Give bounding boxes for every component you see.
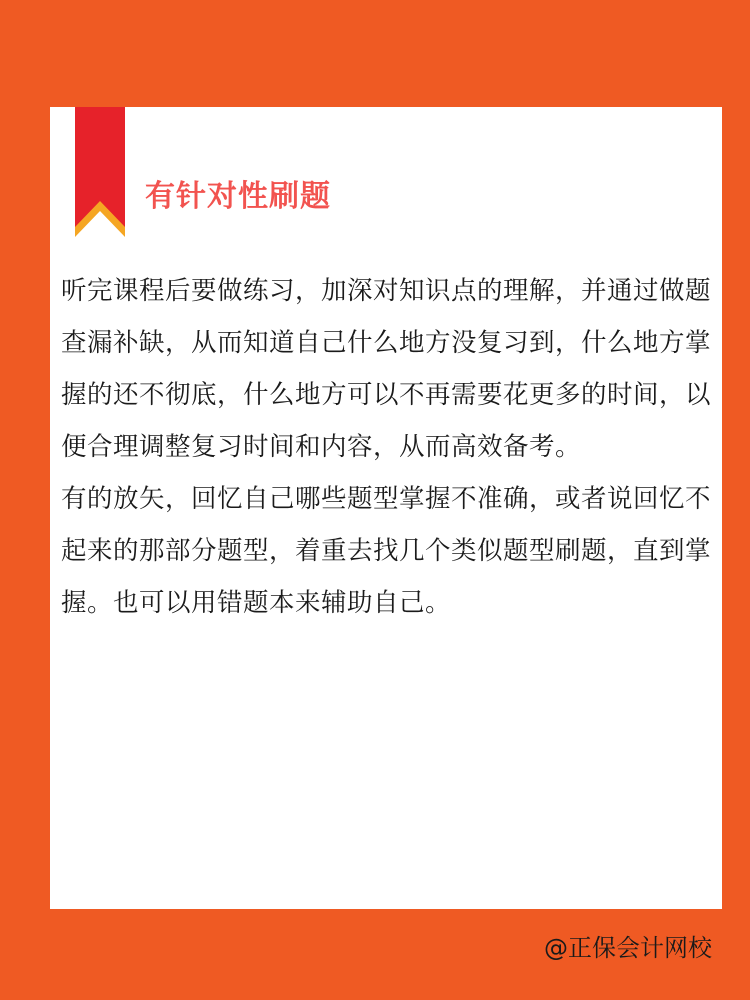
content-card bbox=[50, 107, 722, 909]
body-text bbox=[61, 265, 713, 629]
paragraph-1: 听完课程后要做练习，加深对知识点的理解，并通过做题查漏补缺，从而知道自己什么地方没复习到，什么地方掌握的还不彻底，什么地方可以不再需要花更多的时间，以便合理调整复习时间和内容，从而高效备考。 bbox=[61, 276, 712, 462]
section-heading: 有针对性刷题 bbox=[145, 179, 331, 214]
paragraph-2: 有的放矢，回忆自己哪些题型掌握不准确，或者说回忆不起来的那部分题型，着重去找几个类似题型刷题，直到掌握。也可以用错题本来辅助自己。 bbox=[61, 484, 712, 618]
watermark: @正保会计网校 bbox=[544, 934, 712, 962]
bookmark-ribbon-icon bbox=[75, 107, 125, 237]
